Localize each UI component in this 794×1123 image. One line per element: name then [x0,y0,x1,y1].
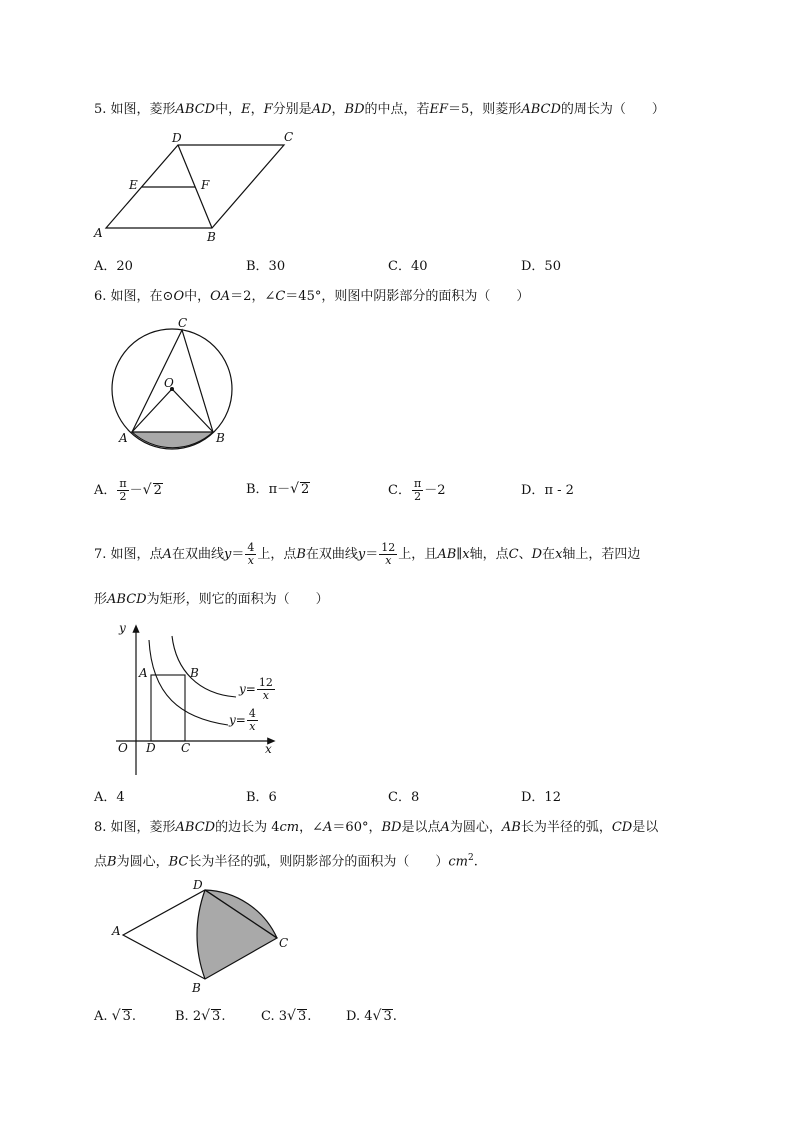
q5-option-c[interactable]: C．40 [388,259,428,274]
q8-option-d[interactable]: D. 4√ 3. [346,1008,397,1024]
label-c: C [181,741,191,755]
q5-stem: 5. 如图，菱形ABCD中，E，F分别是AD，BD的中点，若EF＝5，则菱形ABCD的周长为（ ） [94,102,665,117]
label-y-axis: y [119,621,126,635]
q6-option-c[interactable]: C． $\frac{\pi}{2}$ －2 [388,477,446,503]
label-a: A [112,924,121,938]
curve1-equation: y= $\frac{12}{x}$ [239,676,273,702]
q8-option-b[interactable]: B. 2√ 3. [175,1008,226,1024]
label-b: B [190,666,199,680]
q6-option-a[interactable]: A． $\frac{\pi}{2}$ －√ 2 [94,477,162,503]
q7-stem-line2: 形ABCD为矩形，则它的面积为（ ） [94,592,329,607]
label-d: D [146,741,156,755]
shaded-region [197,890,277,979]
q6-option-d[interactable]: D．π - 2 [521,483,574,498]
label-x-axis: x [265,742,272,756]
q6-option-b[interactable]: B．π－√ 2 [246,481,310,497]
label-o: O [118,741,128,755]
q5-option-d[interactable]: D．50 [521,259,561,274]
label-c: C [178,316,188,330]
label-a: A [94,226,103,240]
q8-option-a[interactable]: A. √ 3. [94,1008,136,1024]
label-a: A [139,666,148,680]
q7-option-d[interactable]: D．12 [521,790,561,805]
label-c: C [279,936,289,950]
label-c: C [284,130,294,144]
q7-option-b[interactable]: B．6 [246,790,277,805]
label-o: O [164,376,174,390]
q5-option-b[interactable]: B．30 [246,259,286,274]
q7-option-c[interactable]: C．8 [388,790,420,805]
label-b: B [207,230,216,244]
q7-stem-line1: 7. 如图，点A在双曲线y＝ $\frac{4}{x}$ 上，点B在双曲线y＝ $\frac{12}{x}$ 上，且AB∥x轴，点C、D在x轴上，若四边 [94,541,641,567]
q8-option-c[interactable]: C. 3√ 3. [261,1008,312,1024]
q7-option-a[interactable]: A．4 [94,790,125,805]
q6-stem: 6. 如图，在⊙O中，OA＝2，∠C＝45°，则图中阴影部分的面积为（ ） [94,289,530,304]
q8-stem-line2: 点B为圆心，BC长为半径的弧，则阴影部分的面积为（ ）$cm^2$. [94,853,478,870]
label-b: B [216,431,225,445]
q8-stem-line1: 8. 如图，菱形ABCD的边长为 4cm，∠A＝60°，BD是以点A为圆心，AB长为半径的弧，CD是以 [94,820,659,835]
q5-option-a[interactable]: A．20 [94,259,133,274]
label-a: A [119,431,128,445]
curve2-equation: y= $\frac{4}{x}$ [229,707,256,733]
label-b: B [192,981,201,995]
label-e: E [129,178,138,192]
label-d: D [172,131,182,145]
label-f: F [201,178,210,192]
label-d: D [193,878,203,892]
